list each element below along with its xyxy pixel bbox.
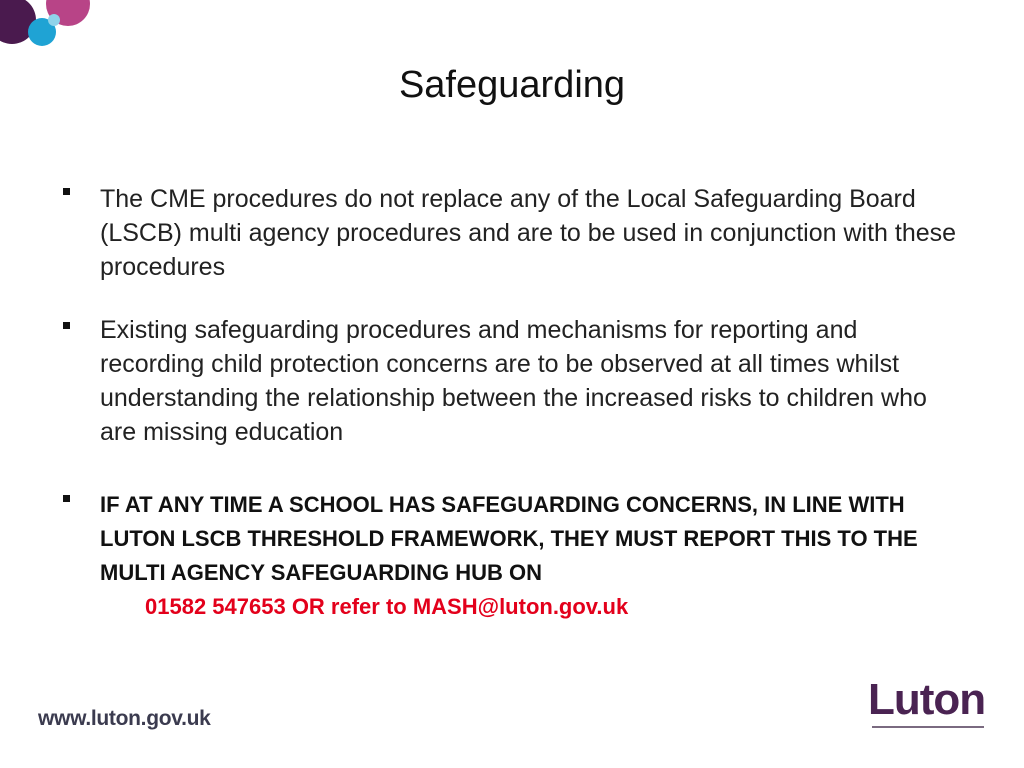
- square-bullet-icon: [63, 188, 70, 195]
- bullet-item-existing-procedures: [60, 313, 960, 449]
- slide-title: Safeguarding: [398, 64, 626, 106]
- bullet-text: IF AT ANY TIME A SCHOOL HAS SAFEGUARDING CONCERNS, IN LINE WITH LUTON LSCB THRESHOLD FRAMEWORK, THEY MUST REPORT THIS TO THE MULTI AGENCY SAFEGUARDING HUB ON: [100, 492, 918, 585]
- square-bullet-icon: [63, 322, 70, 329]
- bullet-item-cme-procedures: [60, 182, 960, 284]
- luton-logo: [868, 676, 988, 732]
- bullet-text: Existing safeguarding procedures and mechanisms for reporting and recording child protection concerns are to be observed at all times whilst understanding the relationship between the increased risks to children who are missing education: [100, 316, 927, 446]
- logo-underline: [872, 726, 984, 728]
- logo-text: Luton: [868, 675, 986, 724]
- circles-decoration-icon: [0, 0, 100, 56]
- bullet-item-report-concerns: [60, 488, 960, 590]
- bullet-text: The CME procedures do not replace any of the Local Safeguarding Board (LSCB) multi agency procedures and are to be used in conjunction with these procedures: [100, 185, 957, 281]
- footer-website-url: www.luton.gov.uk: [38, 707, 211, 730]
- hub-contact-details: 01582 547653 OR refer to MASH@luton.gov.uk: [145, 594, 629, 619]
- square-bullet-icon: [63, 495, 70, 502]
